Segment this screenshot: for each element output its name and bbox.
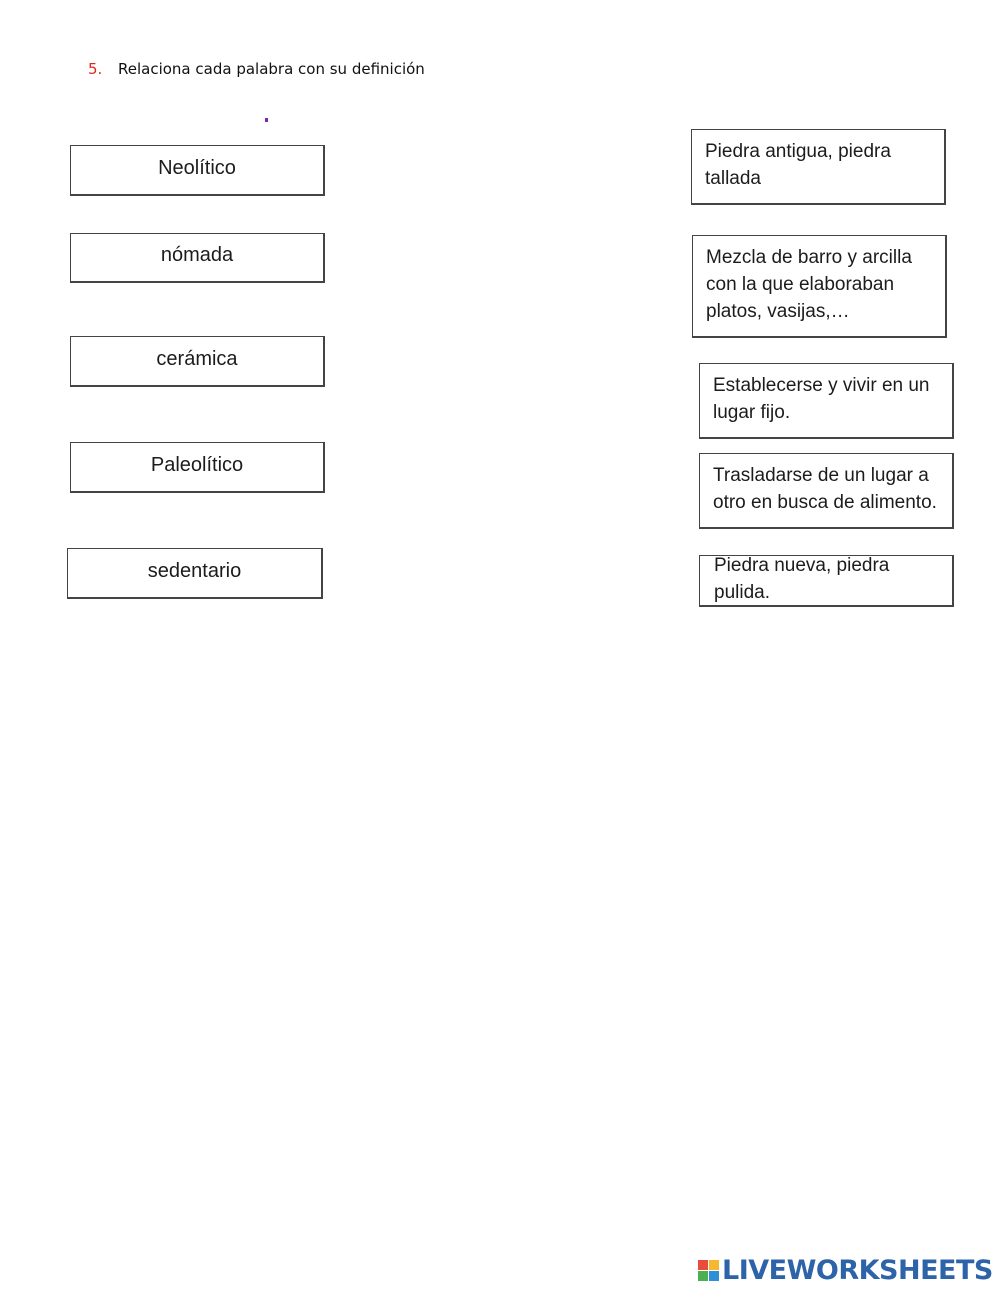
definition-text: Piedra antigua, piedra tallada [705,141,891,189]
liveworksheets-logo-icon [698,1260,719,1281]
word-label: Paleolítico [150,453,244,476]
exercise-instruction [88,60,425,78]
liveworksheets-logo [698,1255,993,1286]
definition-box-mezcla-barro[interactable] [692,235,947,338]
definition-box-trasladarse[interactable] [699,453,954,529]
definition-text: Trasladarse de un lugar a otro en busca de alimento. [713,465,937,513]
exercise-number: 5. [88,60,103,78]
definition-text: Piedra nueva, piedra pulida. [714,554,890,603]
definition-text: Mezcla de barro y arcilla con la que elaboraban platos, vasijas,… [706,247,912,322]
definition-box-piedra-nueva[interactable] [699,555,954,607]
word-label: nómada [160,244,234,266]
word-box-neolitico[interactable] [70,145,325,196]
word-label: cerámica [156,347,238,370]
word-box-paleolitico[interactable] [70,442,325,493]
word-box-nomada[interactable] [70,233,325,283]
word-box-ceramica[interactable] [70,336,325,387]
decorative-dot [265,118,268,122]
word-box-sedentario[interactable] [67,548,323,599]
definition-box-piedra-antigua[interactable] [691,129,946,205]
definition-box-establecerse[interactable] [699,363,954,439]
definition-text: Establecerse y vivir en un lugar fijo. [713,375,930,423]
logo-text: LIVEWORKSHEETS [722,1255,993,1286]
word-label: sedentario [147,559,242,582]
instruction-text: Relaciona cada palabra con su definición [118,60,425,78]
word-label: Neolítico [158,156,236,179]
